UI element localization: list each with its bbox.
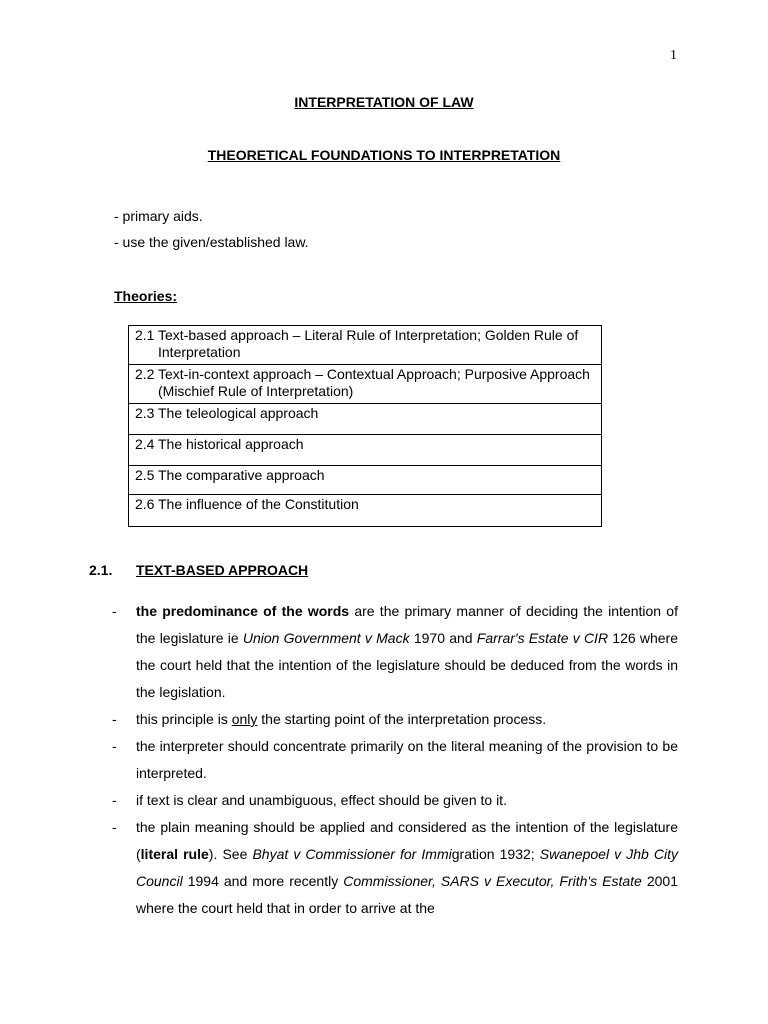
case-citation: Commissioner, SARS v Executor, Frith's Estate — [343, 873, 642, 889]
theory-number: 2.3 — [135, 405, 155, 421]
page-number: 1 — [670, 48, 677, 63]
case-citation: Farrar's Estate v CIR — [476, 630, 609, 646]
body-text: the interpreter should concentrate primarily on the literal meaning of the provision to be interpreted. — [136, 738, 678, 781]
table-row — [129, 365, 602, 404]
list-item — [112, 787, 678, 814]
body-text: the starting point of the interpretation process. — [257, 711, 547, 727]
aid-item: - use the given/established law. — [114, 234, 309, 250]
theory-text: Text-based approach – Literal Rule of Interpretation; Golden Rule of Interpretation — [158, 327, 579, 360]
section-title: TEXT-BASED APPROACH — [136, 562, 309, 578]
theory-number: 2.5 — [135, 467, 155, 483]
theory-text: The historical approach — [158, 436, 304, 452]
table-cell — [129, 326, 602, 365]
list-item — [112, 814, 678, 922]
body-text: 2001 where the court held that in order to arrive at the — [136, 873, 678, 916]
case-citation: Bhyat v Commissioner for Immi — [252, 846, 452, 862]
emphasis-text: the predominance of the words — [136, 603, 350, 619]
body-text: if text is clear and unambiguous, effect should be given to it. — [136, 792, 507, 808]
theories-label: Theories: — [114, 288, 178, 304]
table-row — [129, 495, 602, 527]
list-item — [112, 733, 678, 787]
bullet-dash: - — [112, 603, 117, 619]
bullet-dash: - — [112, 738, 117, 754]
bullet-dash: - — [112, 792, 117, 808]
table-cell — [129, 466, 602, 495]
theory-text: The comparative approach — [158, 467, 325, 483]
table-row — [129, 326, 602, 365]
table-row — [129, 404, 602, 435]
case-citation: Union Government v Mack — [242, 630, 410, 646]
case-citation: Swanepoel v Jhb City Council — [136, 846, 679, 889]
bullet-list — [112, 598, 678, 922]
body-text: are the primary manner of deciding the intention of the legislature ie — [136, 603, 678, 646]
section-number: 2.1. — [89, 562, 113, 578]
theory-text: The teleological approach — [158, 405, 319, 421]
body-text: 1970 and — [409, 630, 477, 646]
document-title: INTERPRETATION OF LAW — [294, 94, 474, 110]
theory-number: 2.1 — [135, 327, 155, 343]
body-text: this principle is — [136, 711, 232, 727]
list-item — [112, 706, 678, 733]
bullet-dash: - — [112, 819, 117, 835]
table-row — [129, 466, 602, 495]
body-text: gration 1932; — [451, 846, 540, 862]
bullet-dash: - — [112, 711, 117, 727]
table-cell — [129, 404, 602, 435]
document-subtitle: THEORETICAL FOUNDATIONS TO INTERPRETATION — [207, 147, 561, 163]
table-cell — [129, 365, 602, 404]
body-text: 1994 and more recently — [182, 873, 344, 889]
underlined-text: only — [231, 711, 258, 727]
body-text: 126 where the court held that the intention of the legislature should be deduced from the words in the legislation. — [136, 630, 679, 700]
theory-text: The influence of the Constitution — [158, 496, 359, 512]
table-cell — [129, 495, 602, 527]
list-item — [112, 598, 678, 706]
body-text: the plain meaning should be applied and considered as the intention of the legislature ( — [136, 819, 678, 862]
table-row — [129, 435, 602, 466]
table-cell — [129, 435, 602, 466]
body-text: ). See — [208, 846, 253, 862]
aid-item: - primary aids. — [114, 208, 203, 224]
theories-table — [128, 325, 602, 527]
emphasis-text: literal rule — [140, 846, 209, 862]
theory-number: 2.2 — [135, 366, 155, 382]
theory-text: Text-in-context approach – Contextual Approach; Purposive Approach (Mischief Rule of Interpretation) — [158, 366, 590, 399]
theory-number: 2.6 — [135, 496, 155, 512]
theory-number: 2.4 — [135, 436, 155, 452]
